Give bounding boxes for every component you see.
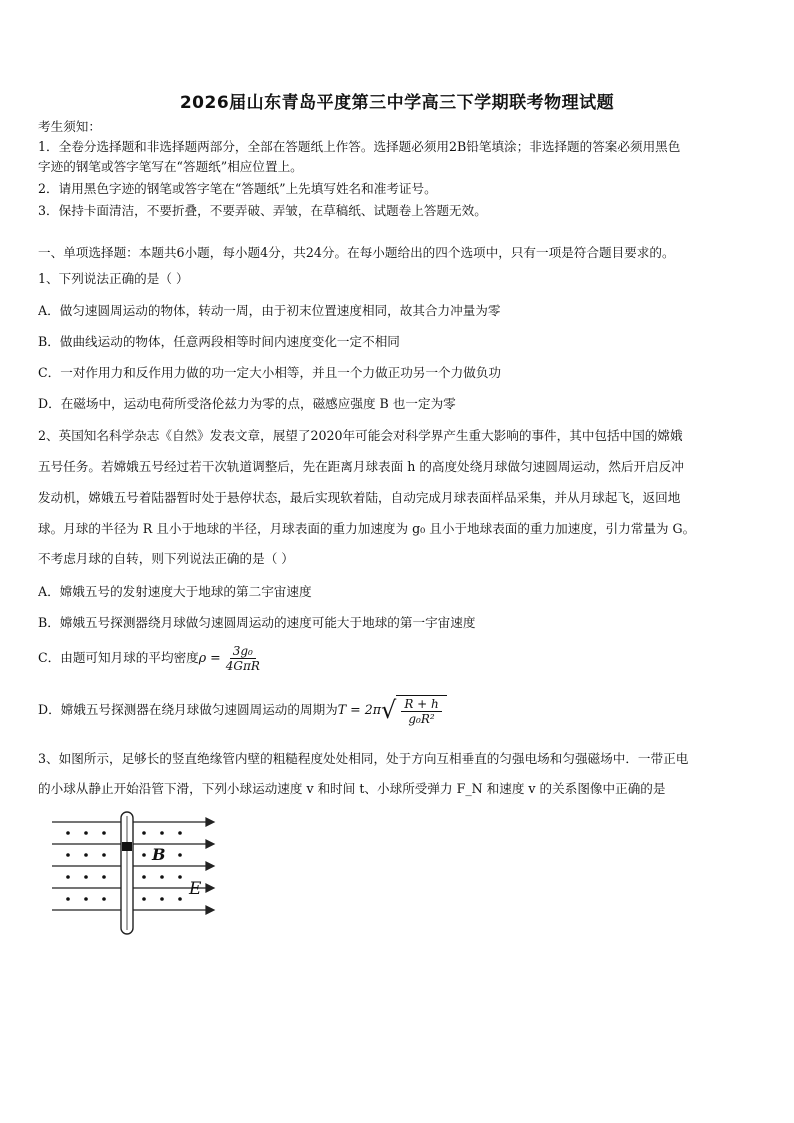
field-b-label: B: [152, 845, 166, 864]
fraction-numerator: R + h: [401, 697, 441, 712]
square-root: [381, 695, 447, 726]
fraction: [401, 697, 441, 726]
question-2-stem-line: 五号任务。若嫦娥五号经过若干次轨道调整后，先在距离月球表面 h 的高度处绕月球做匀速圆周运动，然后开启反冲: [38, 459, 684, 474]
period-formula: [338, 695, 447, 726]
fraction: [223, 644, 263, 673]
notice-heading: 考生须知：: [38, 119, 101, 134]
question-2-option-c: [38, 640, 758, 676]
question-1-option-a: A．做匀速圆周运动的物体，转动一周，由于初末位置速度相同，故其合力冲量为零: [38, 303, 501, 318]
option-d-text: D．嫦娥五号探测器在绕月球做匀速圆周运动的周期为: [38, 702, 338, 717]
fraction-numerator: 3g₀: [230, 644, 256, 659]
question-1-stem: 1、下列说法正确的是（ ）: [38, 271, 189, 286]
question-3-stem-line: 3、如图所示，足够长的竖直绝缘管内壁的粗糙程度处处相同，处于方向互相垂直的匀强电场和匀强磁场中．一带正电: [38, 751, 689, 766]
question-2-stem-line: 2、英国知名科学杂志《自然》发表文章，展望了2020年可能会对科学界产生重大影响的事件，其中包括中国的嫦娥: [38, 428, 683, 443]
page-title: 2026届山东青岛平度第三中学高三下学期联考物理试题: [179, 93, 615, 113]
question-2-option-a: A．嫦娥五号的发射速度大于地球的第二宇宙速度: [38, 584, 312, 599]
field-tube-diagram: [48, 810, 218, 940]
formula-lhs: T = 2π: [337, 702, 382, 717]
notice-line: 3．保持卡面清洁，不要折叠，不要弄破、弄皱，在草稿纸、试题卷上答题无效。: [38, 203, 487, 218]
radicand: [396, 695, 446, 726]
formula-lhs: ρ =: [198, 650, 221, 665]
field-e-label: E: [189, 879, 202, 899]
question-2-option-d: [38, 688, 758, 732]
question-3-stem-line: 的小球从静止开始沿管下滑，下列小球运动速度 v 和时间 t、小球所受弹力 F_N 和速度 v 的关系图像中正确的是: [38, 781, 666, 796]
question-2-stem-line: 不考虑月球的自转，则下列说法正确的是（ ）: [38, 551, 294, 566]
section-heading: 一、单项选择题：本题共6小题，每小题4分，共24分。在每小题给出的四个选项中，只有一项是符合题目要求的。: [38, 245, 675, 260]
notice-line: 2．请用黑色字迹的钢笔或答字笔在“答题纸”上先填写姓名和准考证号。: [38, 181, 437, 196]
charged-ball: [122, 842, 132, 851]
question-2-stem-line: 球。月球的半径为 R 且小于地球的半径，月球表面的重力加速度为 g₀ 且小于地球表面的重力加速度，引力常量为 G。: [38, 521, 696, 536]
density-formula: [199, 644, 265, 673]
question-1-option-b: B．做曲线运动的物体，任意两段相等时间内速度变化一定不相同: [38, 334, 400, 349]
question-1-option-c: C．一对作用力和反作用力做的功一定大小相等，并且一个力做正功另一个力做负功: [38, 365, 502, 380]
fraction-denominator: 4GπR: [225, 658, 260, 673]
radical-sign-icon: √: [381, 696, 397, 724]
notice-line: 字迹的钢笔或答字笔写在“答题纸”相应位置上。: [38, 159, 303, 174]
question-1-option-d: D．在磁场中，运动电荷所受洛伦兹力为零的点，磁感应强度 B 也一定为零: [38, 396, 456, 411]
notice-line: 1．全卷分选择题和非选择题两部分，全部在答题纸上作答。选择题必须用2B铅笔填涂；非选择题的答案必须用黑色: [38, 139, 681, 154]
option-c-text: C．由题可知月球的平均密度: [38, 650, 199, 665]
fraction-denominator: g₀R²: [408, 711, 435, 726]
question-2-stem-line: 发动机，嫦娥五号着陆器暂时处于悬停状态，最后实现软着陆，自动完成月球表面样品采集，并从月球起飞，返回地: [38, 490, 681, 505]
question-2-option-b: B．嫦娥五号探测器绕月球做匀速圆周运动的速度可能大于地球的第一宇宙速度: [38, 615, 476, 630]
